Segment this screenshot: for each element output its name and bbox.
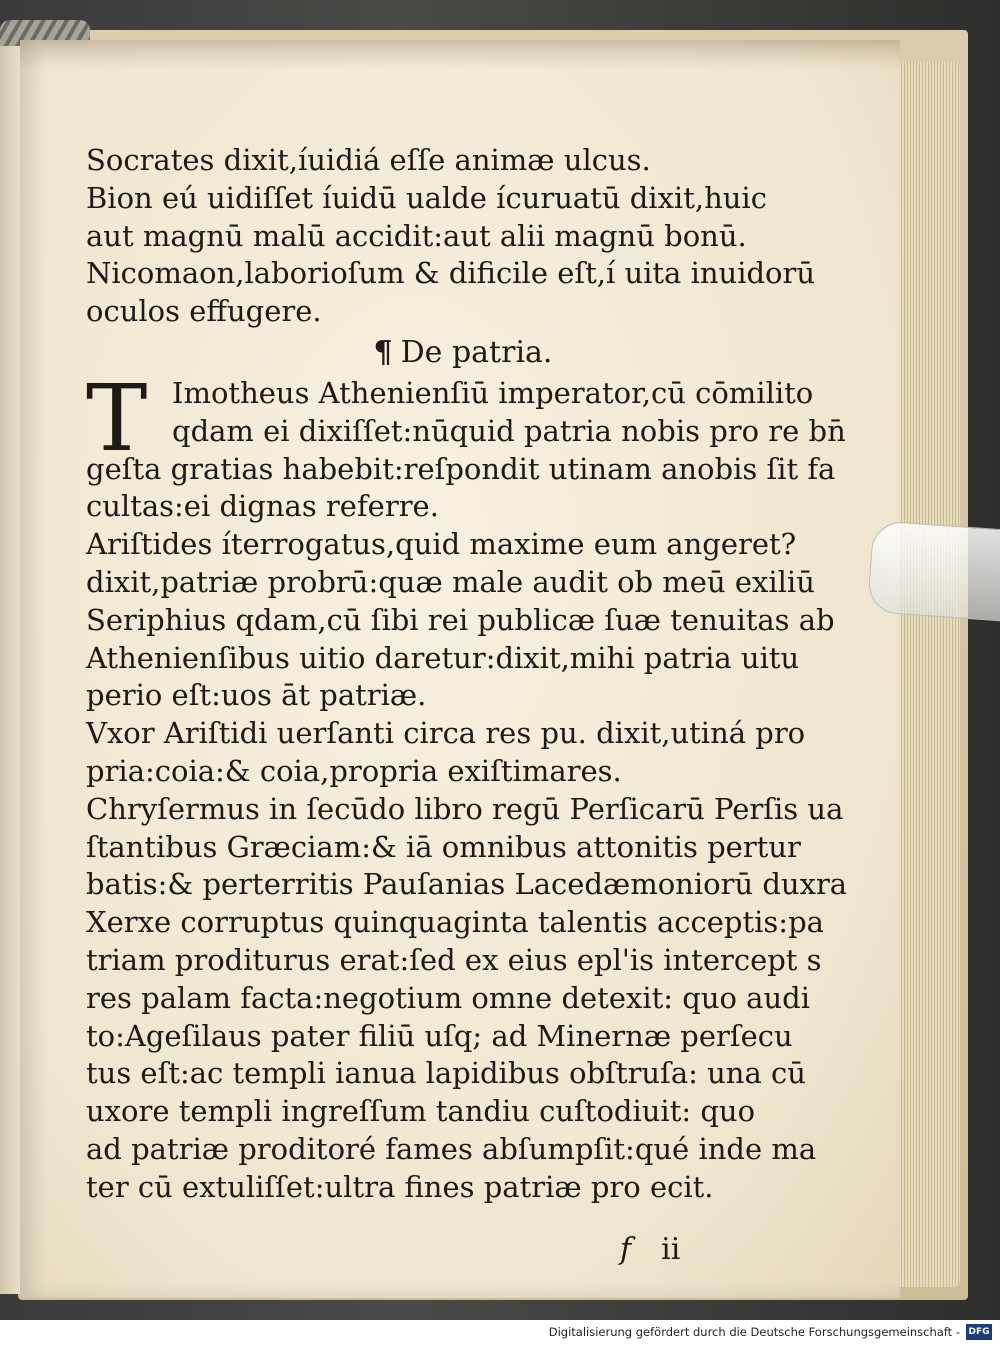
page-shadow [20, 40, 900, 70]
text-line: to:Ageſilaus pater filiū uſq; ad Minernæ perſecu [86, 1018, 793, 1053]
footer-bar [0, 1320, 1000, 1348]
text-line: triam proditurus erat:ſed ex eius epl'is intercept s [86, 942, 822, 977]
text-line: Ariſtides íterrogatus,quid maxime eum angeret? [86, 527, 797, 562]
text-line: Seriphius qdam,cū ſibi rei publicæ ſuæ tenuitas ab [86, 602, 835, 637]
page-text [86, 142, 848, 1207]
text-line: Chryſermus in ſecūdo libro regū Perſicarū Perſis ua [86, 791, 844, 826]
text-line: ad patriæ proditoré fames abſumpſit:qué inde ma [86, 1131, 817, 1166]
text-line: Socrates dixit,íuidiá eſſe animæ ulcus. [86, 143, 651, 177]
text-line: ſtantibus Græciam:& iā omnibus attonitis pertur [86, 829, 801, 864]
funding-credit: Digitalisierung gefördert durch die Deutsche Forschungsgemeinschaft - [548, 1325, 960, 1339]
section-heading [86, 331, 800, 375]
page-clip [867, 520, 1000, 622]
text-line: res palam facta:negotium omne detexit: quo audi [86, 980, 810, 1015]
text-line: Vxor Ariſtidi uerſanti circa res pu. dixit,utiná pro [86, 716, 806, 751]
text-line: Xerxe corruptus quinquaginta talentis acceptis:pa [86, 905, 824, 940]
text-line: dixit,patriæ probrū:quæ male audit ob meū exiliū [86, 564, 815, 599]
text-line: Imotheus Athenienſiū imperator,cū cōmilito [172, 375, 814, 410]
text-line: uxore templi ingreſſum tandiu cuſtodiuit: quo [86, 1094, 756, 1129]
page-edges [890, 62, 960, 1287]
text-line: aut magnū malū accidit:aut alii magnū bonū. [86, 218, 747, 253]
text-line: tus eſt:ac templi ianua lapidibus obſtruſa: una cū [86, 1056, 806, 1091]
heading-text: De patria. [400, 334, 553, 370]
first-paragraph [86, 364, 846, 526]
text-line: oculos effugere. [86, 294, 322, 329]
text-line: cultas:ei dignas referre. [86, 489, 439, 524]
text-line: Athenienſibus uitio daretur:dixit,mihi patria uitu [86, 640, 800, 675]
text-line: pria:coia:& coia,propria exiſtimares. [86, 753, 622, 788]
quire-mark: f [620, 1232, 632, 1267]
dfg-logo: DFG [966, 1324, 992, 1340]
text-line: Bion eú uidiſſet íuidū ualde ícuruatū dixit,huic [86, 180, 767, 215]
text-line: batis:& perterritis Pauſanias Lacedæmoniorū duxra [86, 867, 848, 902]
left-page-edge [0, 46, 20, 1294]
text-line: qdam ei dixiſſet:nūquid patria nobis pro re bn̄ [172, 413, 846, 448]
drop-initial: T [86, 364, 148, 472]
text-line: geſta gratias habebit:reſpondit utinam anobis ſit fa [86, 451, 836, 486]
text-line: ter cū extuliſſet:ultra fines patriæ pro ecit. [86, 1169, 714, 1204]
paragraph-mark-icon: ¶ [373, 334, 393, 370]
text-line: perio eſt:uos āt patriæ. [86, 678, 427, 713]
text-line: Nicomaon,laborioſum & dificile eſt,í uita inuidorū [86, 256, 816, 291]
folio-number: ii [661, 1232, 681, 1267]
signature-mark [620, 1232, 680, 1267]
